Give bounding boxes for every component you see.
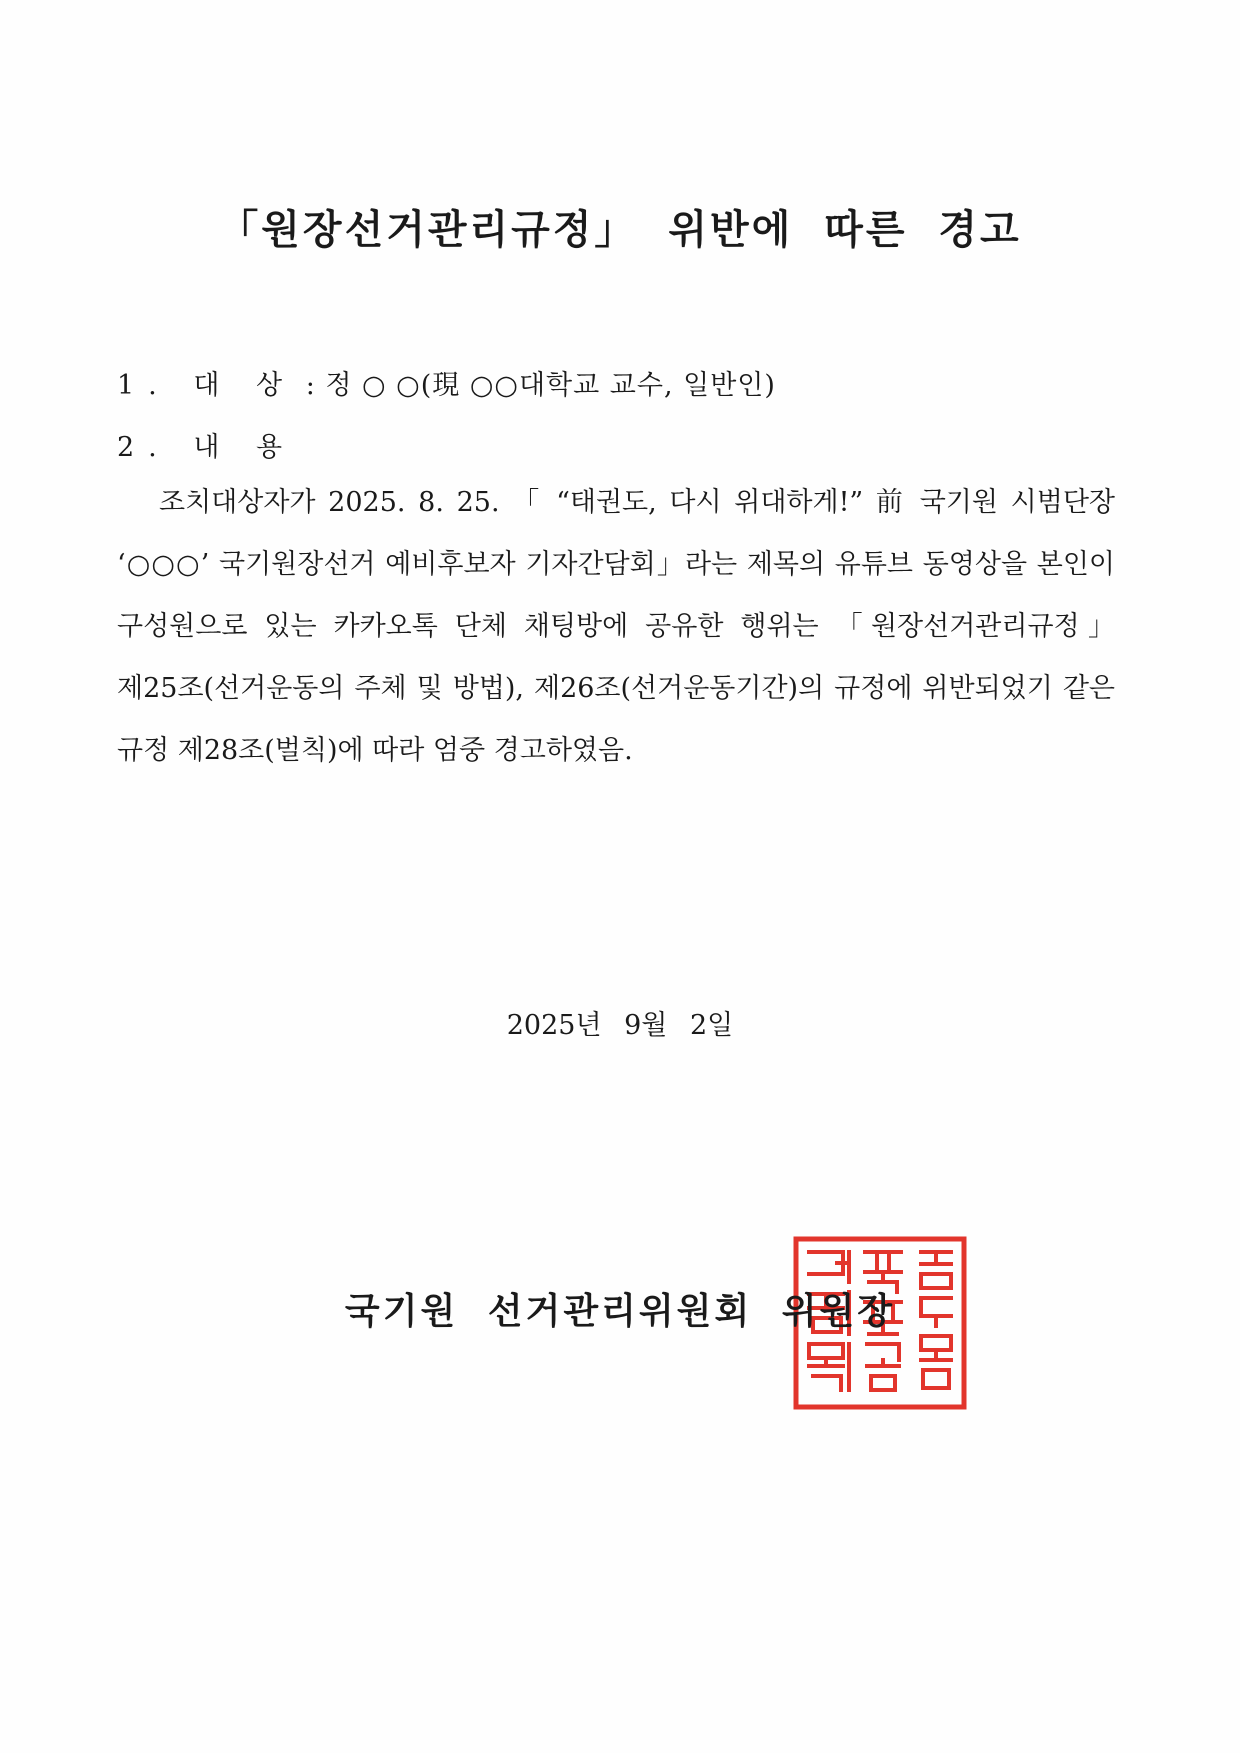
item-target-label: 1. 대 상: [117, 370, 297, 401]
document-date: 2025년 9월 2일: [506, 1010, 734, 1041]
content-paragraph: 조치대상자가 2025. 8. 25. 「 “태권도, 다시 위대하게!” 前 국기원 시범단장 ‘○○○’ 국기원장선거 예비후보자 기자간담회」라는 제목의 유튜브 동영상을 본인이 구성원으로 있는 카카오톡 단체 채팅방에 공유한 행위는 「원장선거관리규정」 제25조(선거운동의 주체 및 방법), 제26조(선거운동기간)의 규정에 위반되었기 같은 규정 제28조(벌칙)에 따라 엄중 경고하였음.: [117, 487, 1115, 766]
signer-title: 국기원 선거관리위원회 위원장: [344, 1291, 896, 1332]
document-title: 「원장선거관리규정」 위반에 따른 경고: [218, 207, 1022, 253]
item-content-label: 2. 내 용: [117, 432, 297, 463]
item-content: [117, 425, 296, 464]
item-target-value: : 정 ○ ○(現 ○○대학교 교수, 일반인): [305, 370, 776, 401]
item-target: [117, 363, 776, 402]
